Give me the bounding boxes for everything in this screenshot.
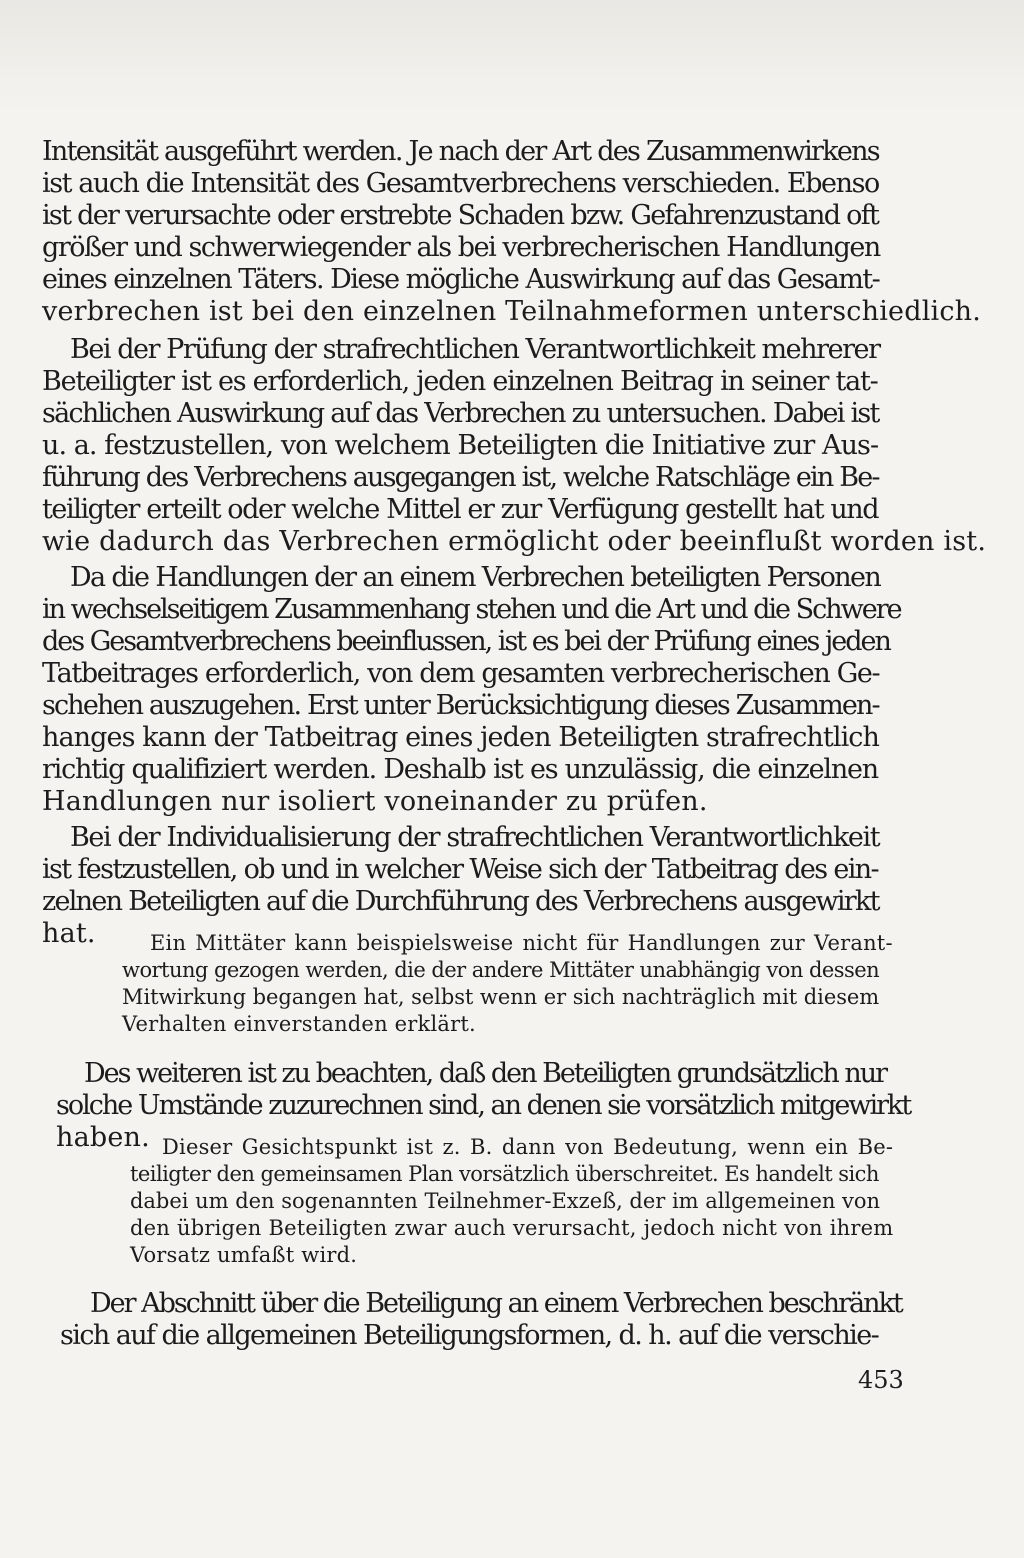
text-line: Da die Handlungen der an einem Verbrechen beteiligten Personen xyxy=(70,562,881,593)
text-line: in wechselseitigem Zusammenhang stehen und die Art und die Schwere xyxy=(42,594,901,625)
text-line: zelnen Beteiligten auf die Durchführung des Verbrechens ausgewirkt xyxy=(42,886,879,917)
text-line: teiligter erteilt oder welche Mittel er zur Verfügung gestellt hat und xyxy=(42,494,879,525)
text-line: Handlungen nur isoliert voneinander zu prüfen. xyxy=(42,786,708,817)
text-line: ist der verursachte oder erstrebte Schaden bzw. Gefahrenzustand oft xyxy=(42,200,879,231)
text-line: Beteiligter ist es erforderlich, jeden einzelnen Beitrag in seiner tat- xyxy=(42,366,878,397)
note-line: den übrigen Beteiligten zwar auch verursacht, jedoch nicht von ihrem xyxy=(130,1216,894,1240)
text-line: Intensität ausgeführt werden. Je nach der Art des Zusammenwirkens xyxy=(42,136,879,167)
text-line: hat. xyxy=(42,918,96,949)
text-line: führung des Verbrechens ausgegangen ist, welche Ratschläge ein Be- xyxy=(42,462,879,493)
text-line: sich auf die allgemeinen Beteiligungsformen, d. h. auf die verschie- xyxy=(60,1320,879,1351)
text-line: Bei der Prüfung der strafrechtlichen Verantwortlichkeit mehrerer xyxy=(70,334,880,365)
text-line: sächlichen Auswirkung auf das Verbrechen zu untersuchen. Dabei ist xyxy=(42,398,879,429)
note-line: Vorsatz umfaßt wird. xyxy=(130,1243,358,1267)
note-line: Verhalten einverstanden erklärt. xyxy=(122,1012,476,1036)
text-line: Der Abschnitt über die Beteiligung an einem Verbrechen beschränkt xyxy=(90,1288,902,1319)
text-line: verbrechen ist bei den einzelnen Teilnahmeformen unterschiedlich. xyxy=(42,296,982,327)
text-line: solche Umstände zuzurechnen sind, an denen sie vorsätzlich mitgewirkt xyxy=(56,1090,911,1121)
text-line: Bei der Individualisierung der strafrechtlichen Verantwortlichkeit xyxy=(70,822,880,853)
text-line: ist auch die Intensität des Gesamtverbrechens verschieden. Ebenso xyxy=(42,168,879,199)
text-line: schehen auszugehen. Erst unter Berücksichtigung dieses Zusammen- xyxy=(42,690,879,721)
page-edge-shading xyxy=(0,0,1024,110)
note-line: dabei um den sogenannten Teilnehmer-Exzeß, der im allgemeinen von xyxy=(130,1189,881,1213)
note-line: wortung gezogen werden, die der andere Mittäter unabhängig von dessen xyxy=(122,958,880,982)
note-line: Dieser Gesichtspunkt ist z. B. dann von Bedeutung, wenn ein Be- xyxy=(162,1135,894,1159)
note-line: Ein Mittäter kann beispielsweise nicht für Handlungen zur Verant- xyxy=(150,931,893,955)
text-line: hanges kann der Tatbeitrag eines jeden Beteiligten strafrechtlich xyxy=(42,722,879,753)
text-line: wie dadurch das Verbrechen ermöglicht oder beeinflußt worden ist. xyxy=(42,526,987,557)
page-number: 453 xyxy=(858,1366,904,1394)
note-line: Mitwirkung begangen hat, selbst wenn er sich nachträglich mit diesem xyxy=(122,985,880,1009)
text-line: haben. xyxy=(56,1122,150,1153)
text-line: richtig qualifiziert werden. Deshalb ist es unzulässig, die einzelnen xyxy=(42,754,878,785)
text-line: Des weiteren ist zu beachten, daß den Beteiligten grundsätzlich nur xyxy=(84,1058,887,1089)
note-line: teiligter den gemeinsamen Plan vorsätzlich überschreitet. Es handelt sich xyxy=(130,1162,879,1186)
text-line: eines einzelnen Täters. Diese mögliche Auswirkung auf das Gesamt- xyxy=(42,264,880,295)
text-line: ist festzustellen, ob und in welcher Weise sich der Tatbeitrag des ein- xyxy=(42,854,879,885)
text-line: größer und schwerwiegender als bei verbrecherischen Handlungen xyxy=(42,232,880,263)
text-line: des Gesamtverbrechens beeinflussen, ist es bei der Prüfung eines jeden xyxy=(42,626,890,657)
text-line: u. a. festzustellen, von welchem Beteiligten die Initiative zur Aus- xyxy=(42,430,879,461)
text-line: Tatbeitrages erforderlich, von dem gesamten verbrecherischen Ge- xyxy=(42,658,880,689)
